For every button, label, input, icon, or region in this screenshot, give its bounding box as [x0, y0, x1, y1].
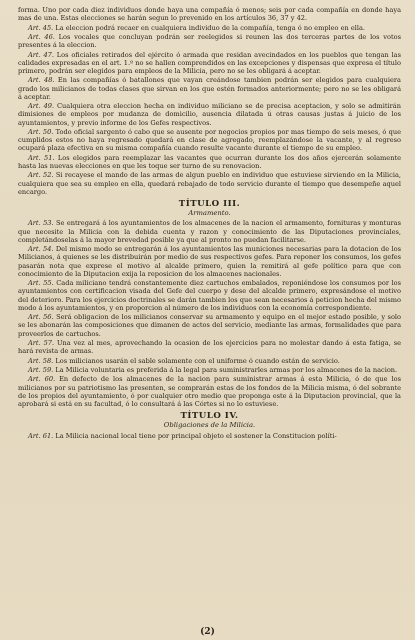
- article-paragraph: [18, 171, 401, 196]
- article-number: Art. 49.: [28, 102, 55, 111]
- section-subtitle-3: Armamento.: [188, 208, 231, 217]
- article-text: Será obligacion de los milicianos conservar su armamento y equipo en el mejor estado posible, y solo se les abonarán las composiciones que dimanen de actos del servicio, mediante las armas, formalidades que para proveerlos de cartuchos.: [18, 313, 401, 338]
- article-paragraph: [18, 432, 401, 440]
- article-paragraph: [18, 102, 401, 127]
- article-number: Art. 57.: [28, 339, 55, 348]
- section-title-3: TÍTULO III.: [178, 198, 241, 209]
- article-number: Art. 56.: [28, 313, 54, 322]
- article-number: Art. 53.: [28, 219, 54, 228]
- articles-block-bottom: [18, 432, 401, 440]
- page-number: (2): [200, 627, 215, 637]
- article-number: Art. 47.: [28, 50, 54, 59]
- article-paragraph: [18, 33, 401, 49]
- article-paragraph: [18, 128, 401, 153]
- article-text: Los elegidos para reemplazar las vacantes que ocurran durante los dos años ejercerán solamente hasta las nuevas elecciones en que les toque ser turno de su renovacion.: [18, 153, 401, 170]
- article-paragraph: [18, 279, 401, 312]
- article-text: Cualquiera otra eleccion hecha en individuo miliciano se de precisa aceptacion, y solo se admitirán dimisiones de empleos por mudanza de domicilio, ausencia dilatada ú otras causas justas á juicio de los ayuntamientos, y previo informe de los Gefes respectivos.: [18, 102, 401, 127]
- articles-block-top: [18, 6, 401, 196]
- article-number: Art. 52.: [28, 171, 54, 180]
- article-paragraph: [18, 366, 401, 374]
- article-paragraph: [18, 339, 401, 355]
- article-text: Se entregará á los ayuntamientos de los almacenes de la nacion el armamento, fornituras y monturas que necesite la Milicia con la debida cuenta y razon y conocimiento de las Diputaciones provinciales, completándoselas á la mayor brevedad posible ya que al pronto no puedan facilitarse.: [18, 219, 401, 244]
- article-paragraph: [18, 375, 401, 408]
- article-text: Si recayese el mando de las armas de algun pueblo en individuo que estuviese sirviendo en la Milicia, cualquiera que sea su empleo en ella, quedará rebajado de todo servicio durante el tiempo que desempeñe aquel encargo.: [18, 171, 401, 196]
- section-subtitle-4: Obligaciones de la Milicia.: [163, 421, 256, 430]
- article-number: Art. 55.: [28, 279, 54, 288]
- article-paragraph: [18, 313, 401, 338]
- article-paragraph: [18, 245, 401, 278]
- article-number: Art. 58.: [28, 356, 54, 365]
- article-paragraph: [18, 6, 401, 22]
- article-text: Una vez al mes, aprovechando la ocasion de los ejercicios para no molestar dando á esta fatiga, se hará revista de armas.: [18, 339, 401, 356]
- article-paragraph: [18, 154, 401, 170]
- article-text: La Milicia nacional local tiene por principal objeto el sostener la Constitucion políti-: [55, 431, 337, 440]
- article-text: Todo oficial sargento ó cabo que se ausente por negocios propios por mas tiempo de seis meses, ó que cumplidos estos no haya regresado quedará en clase de agregado, reemplazándose la vacante, y al regreso ocupará plaza efectiva en su misma compañía cuando resulte vacante durante el tiempo de su empleo.: [18, 127, 401, 153]
- article-text: Los oficiales retirados del ejército ó armada que residan avecindados en los pueblos que tengan las calidades expresadas en el art. 1.º no se hallen comprendidos en las excepciones y dispensas que expresa el título primero, podrán ser elegidos para empleos de la Milicia, pero no se les obligará á aceptar.: [18, 50, 401, 75]
- articles-block-middle: [18, 219, 401, 408]
- article-number: Art. 46.: [28, 32, 55, 41]
- section-title-4: TÍTULO IV.: [180, 411, 239, 422]
- article-text: En las compañías ó batallones que vayan creándose tambien podrán ser elegidos para cualquiera grado los milicianos de todas clases que sirvan en los que estén formados anteriormente; pero no se les obligará á aceptar.: [18, 76, 401, 101]
- article-number: Art. 45.: [28, 23, 54, 32]
- article-number: Art. 60.: [28, 375, 56, 384]
- article-number: Art. 59.: [28, 366, 54, 375]
- article-text: En defecto de los almacenes de la nacion para suministrar armas á esta Milicia, ó de que los milicianos por su patriotismo las presenten, se comprarán estas de los fondos de la Milicia misma, ó del sobrante de los propios del ayuntamiento, ó por cualquier otro medio que proponga este á la Diputacion provincial, que la aprobará si está en su facultad, ó lo consultará á las Córtes si no lo estuviese.: [18, 375, 401, 409]
- article-number: Art. 50.: [28, 127, 54, 136]
- article-text: La eleccion podrá recaer en cualquiera individuo de la compañía, tenga ó no empleo en ella.: [55, 23, 366, 32]
- article-paragraph: [18, 51, 401, 76]
- article-text: Del mismo modo se entregarán á los ayuntamientos las municiones necesarias para la dotacion de los Milicianos, á quienes se les distribuirán por medio de sus respectivos gefes. Para reponer los consumos, los gefes pasarán nota que exprese el motivo al alcalde primero, quien la remitirá al gefe político para que con conocimiento de la Diputacion exija la reposicion de los almacenes nacionales.: [18, 245, 401, 278]
- article-text: Los vocales que concluyan podrán ser reelegidos si reunen las dos terceras partes de los votos presentes á la eleccion.: [18, 32, 401, 50]
- article-paragraph: [18, 219, 401, 244]
- article-text: forma. Uno por cada diez individuos donde haya una compañía ó menos; seis por cada compañía en donde haya mas de una. Estas elecciones se harán segun lo prevenido en los artículos 36, 37 y 42.: [18, 6, 401, 23]
- article-number: Art. 54.: [28, 245, 54, 254]
- article-paragraph: [18, 76, 401, 101]
- article-text: Los milicianos usarán el sable solamente con el uniforme ó cuando están de servicio.: [55, 356, 340, 365]
- article-number: Art. 61.: [28, 431, 54, 440]
- article-number: Art. 48.: [28, 76, 55, 85]
- article-paragraph: [18, 24, 401, 32]
- article-number: Art. 51.: [28, 153, 55, 162]
- article-paragraph: [18, 357, 401, 365]
- article-text: La Milicia voluntaria es preferida á la legal para suministrarles armas por los almacenes de la nacion.: [55, 366, 398, 375]
- article-text: Cada miliciano tendrá constantemente diez cartuchos embalados, reponiéndose los consumos por los ayuntamientos con certificacion visada del Gefe del cuerpo y dese del alcalde primero, expresándose el motivo del deterioro. Para los ejercicios doctrinales se darán tambien los que sean necesarios á peticion hecha del mismo modo á los ayuntamientos, y en proporcion al número de los individuos con la economía correspondiente.: [18, 279, 401, 312]
